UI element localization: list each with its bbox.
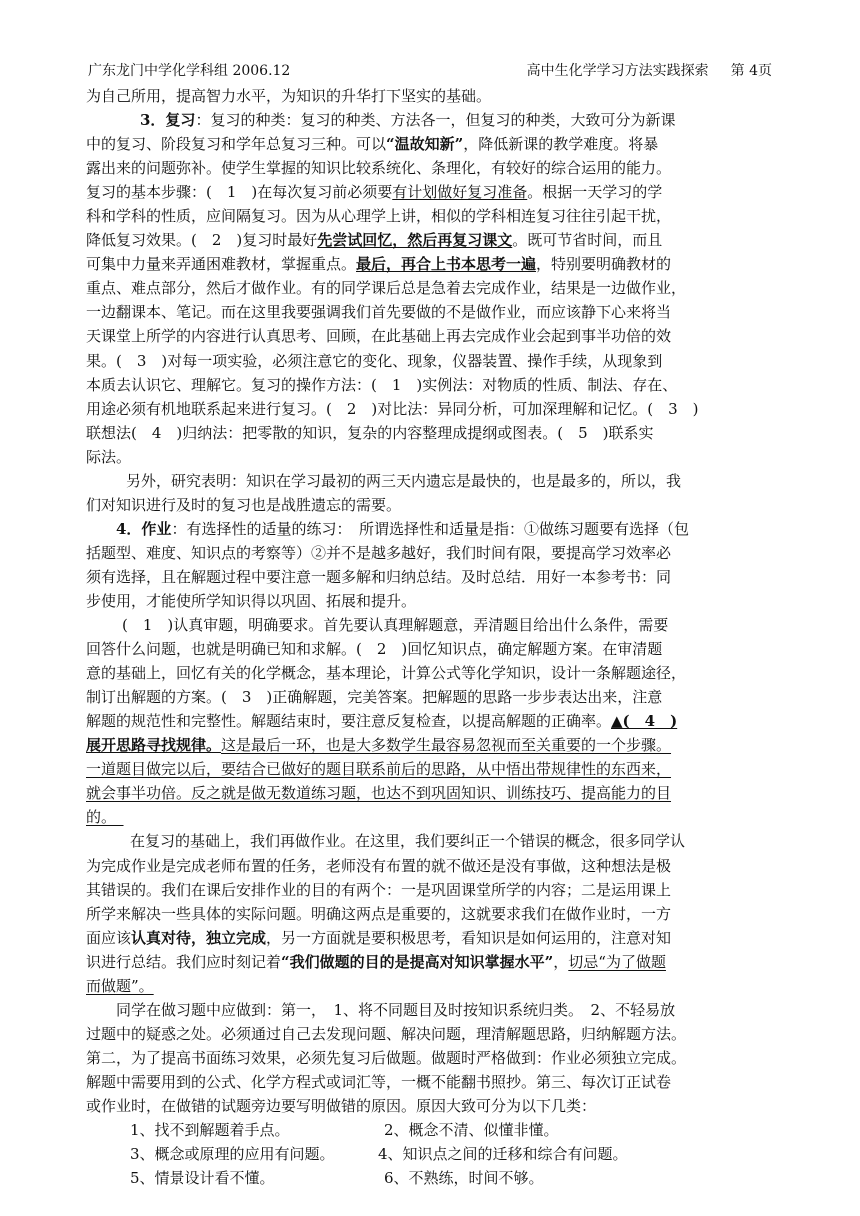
text-run: ， bbox=[553, 952, 569, 971]
reason-item: 1、找不到解题着手点。 bbox=[130, 1121, 290, 1140]
text-line bbox=[86, 733, 772, 757]
text-line: 同学在做习题中应做到：第一， 1、将不同题目及时按知识系统归类。 2、不轻易放 bbox=[116, 1000, 676, 1019]
text-run: 。既可节省时间，而且 bbox=[512, 231, 663, 250]
document-body bbox=[86, 84, 772, 1190]
text-line: 其错误的。我们在课后安排作业的目的有两个：一是巩固课堂所学的内容；二是运用课上 bbox=[86, 880, 672, 899]
text-line: ( 1 )认真审题，明确要求。首先要认真理解题意，弄清题目给出什么条件，需要 bbox=[122, 616, 669, 635]
reason-row bbox=[86, 1118, 772, 1142]
text-line: 回答什么问题，也就是明确已知和求解。( 2 )回忆知识点，确定解题方案。在审清题 bbox=[86, 640, 663, 659]
text-line: 露出来的问题弥补。使学生掌握的知识比较系统化、条理化，有较好的综合运用的能力。 bbox=[86, 159, 672, 178]
text-line bbox=[86, 974, 772, 998]
reason-item: 5、情景设计看不懂。 bbox=[130, 1169, 275, 1188]
emphasis-underlined: 先尝试回忆，然后再复习课文 bbox=[317, 231, 513, 250]
text-line bbox=[86, 709, 772, 733]
text-line: 为完成作业是完成老师布置的任务，老师没有布置的就不做还是没有事做，这种想法是极 bbox=[86, 856, 672, 875]
text-line: 所学来解决一些具体的实际问题。明确这两点是重要的，这就要求我们在做作业时，一方 bbox=[86, 904, 672, 923]
triangle-marker: ▲( 4 ) bbox=[611, 712, 678, 731]
text-line bbox=[86, 757, 772, 781]
header-right bbox=[527, 62, 772, 80]
header-school: 广东龙门中学化学科组 2006.12 bbox=[88, 63, 291, 79]
reason-item: 6、不熟练，时间不够。 bbox=[384, 1169, 544, 1188]
text-line: 第二，为了提高书面练习效果，必须先复习后做题。做题时严格做到：作业必须独立完成。 bbox=[86, 1048, 687, 1067]
section-homework bbox=[86, 517, 772, 541]
text-line: 须有选择，且在解题过程中要注意一题多解和归纳总结。及时总结．用好一本参考书：同 bbox=[86, 567, 672, 586]
text-run: ：复习的种类：复习的种类、方法各一，但复习的种类，大致可分为新课 bbox=[195, 111, 676, 130]
text-line: 用途必须有机地联系起来进行复习。( 2 )对比法：异同分析，可加深理解和记忆。( 3 ) bbox=[86, 399, 699, 418]
text-line: 意的基础上，回忆有关的化学概念，基本理论，计算公式等化学知识，设计一条解题途径， bbox=[86, 664, 687, 683]
text-line: 步使用，才能使所学知识得以巩固、拓展和提升。 bbox=[86, 591, 417, 610]
text-line: 天课堂上所学的内容进行认真思考、回顾，在此基础上再去完成作业会起到事半功倍的效 bbox=[86, 327, 672, 346]
text-line: 制订出解题的方案。( 3 )正确解题，完美答案。把解题的思路一步步表达出来，注意 bbox=[86, 688, 663, 707]
text-run: ，另一方面就是要积极思考，看知识是如何运用的，注意对知 bbox=[266, 928, 672, 947]
text-run: 可集中力量来弄通困难教材，掌握重点。 bbox=[86, 255, 357, 274]
emphasis: 认真对待，独立完成 bbox=[131, 928, 267, 947]
underlined-text: 这是最后一环，也是大多数学生最容易忽视而至关重要的一个步骤。 bbox=[221, 736, 672, 755]
text-line: 或作业时，在做错的试题旁边要写明做错的原因。原因大致可分为以下几类： bbox=[86, 1096, 597, 1115]
emphasis: “我们做题的目的是提高对知识掌握水平” bbox=[281, 952, 554, 971]
section-heading: 4．作业 bbox=[116, 519, 172, 538]
text-run: ，特别要明确教材的 bbox=[536, 255, 672, 274]
section-heading: 3．复习 bbox=[140, 111, 196, 130]
text-line bbox=[86, 252, 772, 276]
text-run: 复习的基本步骤：( 1 )在每次复习前必须要 bbox=[86, 183, 393, 202]
text-line: 联想法( 4 )归纳法：把零散的知识，复杂的内容整理成提纲或图表。( 5 )联系实 bbox=[86, 423, 654, 442]
text-line bbox=[86, 805, 772, 829]
text-line bbox=[86, 950, 772, 974]
text-run: ，降低新课的教学难度。将暴 bbox=[463, 135, 659, 154]
header-title: 高中生化学学习方法实践探索 bbox=[526, 63, 709, 79]
underlined-text: 而做题”。 bbox=[86, 976, 154, 995]
text-line: 过题中的疑惑之处。必须通过自己去发现问题、解决问题，理清解题思路，归纳解题方法。 bbox=[86, 1024, 687, 1043]
text-line: 果。( 3 )对每一项实验，必须注意它的变化、现象，仪器装置、操作手续，从现象到 bbox=[86, 351, 663, 370]
text-line: 一边翻课本、笔记。而在这里我要强调我们首先要做的不是做作业，而应该静下心来将当 bbox=[86, 303, 672, 322]
text-run: 面应该 bbox=[86, 928, 132, 947]
underlined-text: 切忌“为了做题 bbox=[568, 952, 666, 971]
emphasis-underlined: 最后，再合上书本思考一遍 bbox=[356, 255, 537, 274]
emphasis-underlined: 展开思路寻找规律。 bbox=[86, 736, 222, 755]
text-run: ：有选择性的适量的练习： 所谓选择性和适量是指：①做练习题要有选择（包 bbox=[171, 519, 689, 538]
header-page-number: 第 4页 bbox=[730, 63, 772, 79]
underlined-text: 一道题目做完以后，要结合已做好的题目联系前后的思路，从中悟出带规律性的东西来， bbox=[86, 760, 672, 779]
text-run: 识进行总结。我们应时刻记着 bbox=[86, 952, 282, 971]
text-line: 科和学科的性质，应间隔复习。因为从心理学上讲，相似的学科相连复习往往引起干扰， bbox=[86, 207, 672, 226]
underlined-text: 有计划做好复习准备 bbox=[392, 183, 528, 202]
text-run: 。根据一天学习的学 bbox=[527, 183, 663, 202]
text-line: 重点、难点部分，然后才做作业。有的同学课后总是急着去完成作业，结果是一边做作业， bbox=[86, 279, 687, 298]
text-line: 另外，研究表明：知识在学习最初的两三天内遗忘是最快的，也是最多的，所以，我 bbox=[126, 471, 682, 490]
underlined-text: 就会事半功倍。反之就是做无数道练习题，也达不到巩固知识、训练技巧、提高能力的目 bbox=[86, 784, 672, 803]
reason-row bbox=[86, 1166, 772, 1190]
text-run: 降低复习效果。( 2 )复习时最好 bbox=[86, 231, 318, 250]
text-line: 本质去认识它、理解它。复习的操作方法：( 1 )实例法：对物质的性质、制法、存在、 bbox=[86, 375, 678, 394]
text-line: 们对知识进行及时的复习也是战胜遗忘的需要。 bbox=[86, 495, 402, 514]
text-line bbox=[86, 132, 772, 156]
text-line: 际法。 bbox=[86, 447, 132, 466]
text-line: 解题中需要用到的公式、化学方程式或词汇等，一概不能翻书照抄。第三、每次订正试卷 bbox=[86, 1072, 672, 1091]
text-line bbox=[86, 781, 772, 805]
emphasis: “温故知新” bbox=[386, 135, 464, 154]
reason-item: 4、知识点之间的迁移和综合有问题。 bbox=[378, 1145, 628, 1164]
text-run: 中的复习、阶段复习和学年总复习三种。可以 bbox=[86, 135, 387, 154]
reason-row bbox=[86, 1142, 772, 1166]
reason-item: 3、概念或原理的应用有问题。 bbox=[130, 1145, 335, 1164]
text-line bbox=[86, 926, 772, 950]
text-line bbox=[86, 228, 772, 252]
text-line: 括题型、难度、知识点的考察等）②并不是越多越好，我们时间有限，要提高学习效率必 bbox=[86, 543, 672, 562]
section-review bbox=[86, 108, 772, 132]
text-line: 在复习的基础上，我们再做作业。在这里，我们要纠正一个错误的概念，很多同学认 bbox=[130, 832, 686, 851]
underlined-text: 的。 bbox=[86, 808, 124, 827]
text-run: 解题的规范性和完整性。解题结束时，要注意反复检查，以提高解题的正确率。 bbox=[86, 712, 612, 731]
text-line: 为自己所用，提高智力水平，为知识的升华打下坚实的基础。 bbox=[86, 87, 492, 105]
text-line bbox=[86, 180, 772, 204]
reason-item: 2、概念不清、似懂非懂。 bbox=[384, 1121, 559, 1140]
